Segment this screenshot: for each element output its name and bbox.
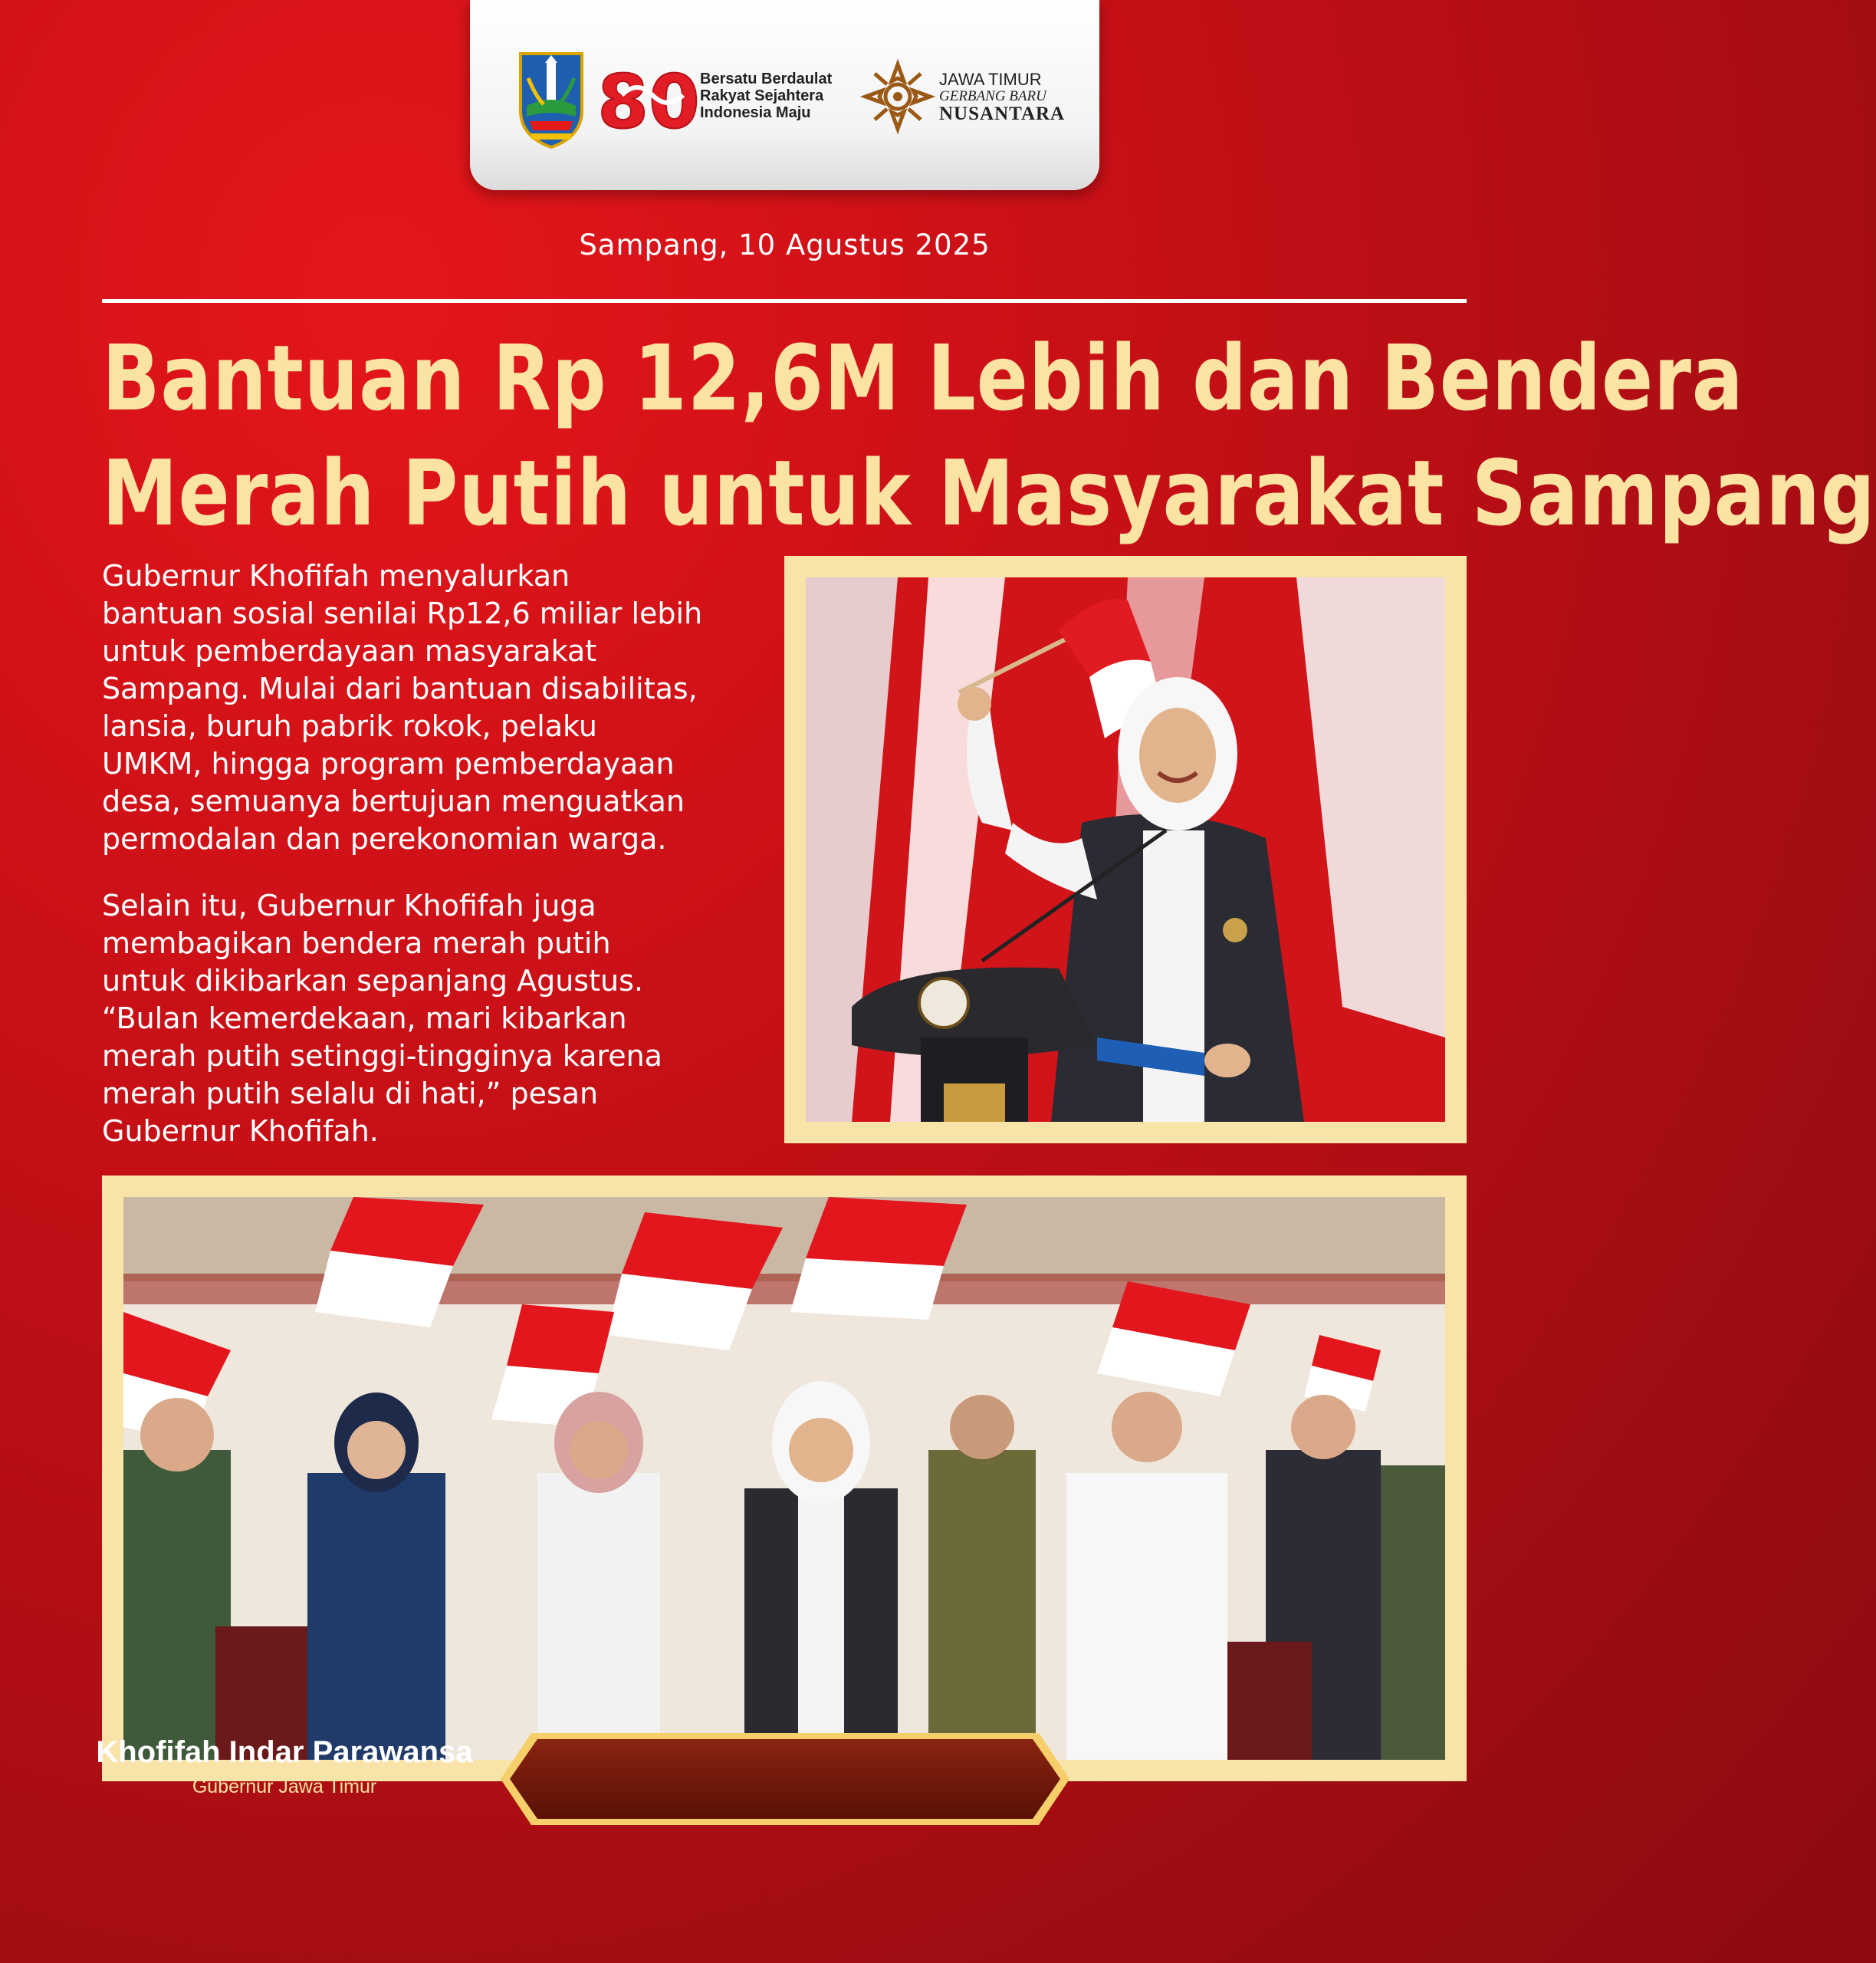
p2-line: merah putih selalu di hati,” pesan	[102, 1077, 599, 1110]
gbn-line-3: NUSANTARA	[939, 104, 1066, 124]
gerbang-baru-nusantara-logo	[862, 61, 933, 132]
photo-podium-frame	[784, 556, 1467, 1143]
p2-line: Selain itu, Gubernur Khofifah juga	[102, 889, 596, 922]
headline	[102, 321, 1876, 551]
photo-crowd-flags	[123, 1197, 1445, 1760]
p1-line: Gubernur Khofifah menyalurkan	[102, 559, 570, 593]
p2-line: Gubernur Khofifah.	[102, 1114, 379, 1148]
headline-line-2: Merah Putih untuk Masyarakat Sampang	[102, 440, 1876, 546]
gbn-line-2: GERBANG BARU	[939, 88, 1046, 104]
photo-governor-podium	[806, 577, 1445, 1122]
body-paragraph-2	[102, 887, 777, 1150]
p2-line: merah putih setinggi-tingginya karena	[102, 1039, 662, 1073]
p1-line: Sampang. Mulai dari bantuan disabilitas,	[102, 672, 698, 705]
nameplate-name: Khofifah Indar Parawansa	[96, 1735, 473, 1769]
nameplate-banner	[501, 1725, 1069, 1833]
photo-crowd-frame	[102, 1175, 1467, 1781]
dateline: Sampang, 10 Agustus 2025	[579, 229, 991, 261]
p2-line: untuk dikibarkan sepanjang Agustus.	[102, 964, 643, 998]
p1-line: bantuan sosial senilai Rp12,6 miliar lebih	[102, 597, 703, 630]
p2-line: membagikan bendera merah putih	[102, 926, 611, 960]
body-paragraph-1	[102, 557, 777, 858]
crowd-scene-illustration	[123, 1197, 1445, 1760]
gbn-line-1: JAWA TIMUR	[939, 70, 1042, 89]
tagline-line-2: Rakyat Sejahtera	[700, 87, 824, 104]
svg-text:80: 80	[597, 59, 700, 145]
p1-line: UMKM, hingga program pemberdayaan	[102, 747, 675, 781]
jatim-emblem-logo	[516, 51, 586, 150]
divider	[102, 299, 1467, 303]
tagline-line-3: Indonesia Maju	[700, 104, 811, 121]
p1-line: untuk pemberdayaan masyarakat	[102, 634, 597, 668]
p1-line: desa, semuanya bertujuan menguatkan	[102, 784, 685, 818]
podium-scene-illustration	[806, 577, 1445, 1122]
hut-ri-80-logo	[597, 59, 700, 145]
p1-line: permodalan dan perekonomian warga.	[102, 822, 667, 856]
header-logo-bar	[470, 0, 1099, 190]
p2-line: “Bulan kemerdekaan, mari kibarkan	[102, 1001, 627, 1035]
gbn-wordmark	[939, 71, 1065, 124]
p1-line: lansia, buruh pabrik rokok, pelaku	[102, 709, 597, 743]
hut-ri-tagline	[700, 71, 832, 121]
tagline-line-1: Bersatu Berdaulat	[700, 71, 833, 87]
headline-line-1: Bantuan Rp 12,6M Lebih dan Bendera	[102, 325, 1744, 431]
nameplate-title: Gubernur Jawa Timur	[192, 1776, 377, 1797]
